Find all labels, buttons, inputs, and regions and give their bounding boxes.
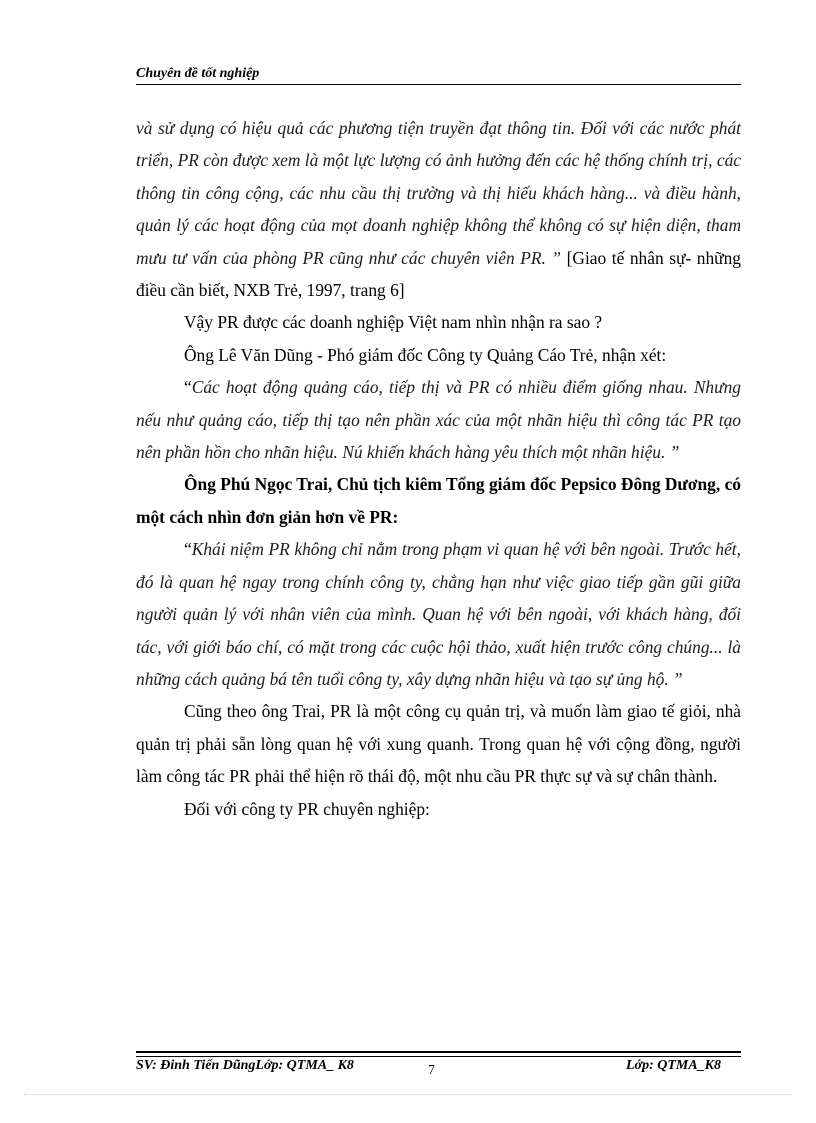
paragraph-7: Cũng theo ông Trai, PR là một công cụ quản trị, và muốn làm giao tế giỏi, nhà quản trị phải sẵn lòng quan hệ với xung quanh. Trong quan hệ với cộng đồng, người làm công tác PR phải thể hiện rõ thái độ, một nhu cầu PR thực sự và sự chân thành. <box>136 701 741 787</box>
paragraph-4 <box>136 371 741 468</box>
document-body <box>136 112 741 825</box>
paragraph-2: Vậy PR được các doanh nghiệp Việt nam nhìn nhận ra sao ? <box>184 312 603 333</box>
paragraph-6 <box>136 533 741 695</box>
footer-divider-thick <box>136 1051 741 1053</box>
header-divider <box>136 84 741 85</box>
paragraph-5: Ông Phú Ngọc Trai, Chủ tịch kiêm Tổng giám đốc Pepsico Đông Dương, có một cách nhìn đơn giản hơn về PR: <box>136 474 741 527</box>
quote-open-mark: “ <box>184 539 192 560</box>
quote-open-mark: “ <box>184 377 192 398</box>
page-edge-dotted-line <box>24 1094 792 1095</box>
paragraph-1-quote: và sử dụng có hiệu quả các phương tiện truyền đạt thông tin. Đối với các nước phát triển, PR còn được xem là một lực lượng có ảnh hưởng đến các hệ thống chính trị, các thông tin công cộng, các nhu cầu thị trường và thị hiếu khách hàng... và điều hành, quản lý các hoạt động của mọt doanh nghiệp không thể không có sự hiện diện, tham mưu tư vấn của phòng PR cũng như các chuyên viên PR. ” <box>136 118 741 268</box>
paragraph-8: Đối với công ty PR chuyên nghiệp: <box>184 798 430 819</box>
page-number: 7 <box>428 1063 435 1078</box>
footer-class-info: Lớp: QTMA_K8 <box>626 1058 722 1073</box>
paragraph-4-quote: Các hoạt động quảng cáo, tiếp thị và PR có nhiều điểm giống nhau. Nhưng nếu như quảng cáo, tiếp thị tạo nên phần xác của một nhãn hiệu thì công tác PR tạo nên phần hồn cho nhãn hiệu. Nú khiến khách hàng yêu thích một nhãn hiệu. ” <box>136 377 741 463</box>
paragraph-1-reference: [Giao tế nhân sự- những điều cần biết, NXB Trẻ, 1997, trang 6] <box>136 247 741 301</box>
paragraph-3: Ông Lê Văn Dũng - Phó giám đốc Công ty Quảng Cáo Trẻ, nhận xét: <box>184 344 667 365</box>
paragraph-6-quote: Khái niệm PR không chỉ nằm trong phạm vi quan hệ với bên ngoài. Trước hết, đó là quan hệ ngay trong chính công ty, chẳng hạn như việc giao tiếp gần gũi giữa người quản lý với nhân viên của mình. Quan hệ với bên ngoài, với khách hàng, đối tác, với giới báo chí, có mặt trong các cuộc hội thảo, xuất hiện trước công chúng... là những cách quảng bá tên tuổi công ty, xây dựng nhãn hiệu và tạo sự ủng hộ. ” <box>136 539 741 689</box>
footer-student-info: SV: Đinh Tiến DũngLớp: QTMA_ K8 <box>136 1058 354 1073</box>
paragraph-1 <box>136 112 741 306</box>
footer-divider-thin <box>136 1056 741 1057</box>
header-title: Chuyên đề tốt nghiệp <box>136 66 260 81</box>
